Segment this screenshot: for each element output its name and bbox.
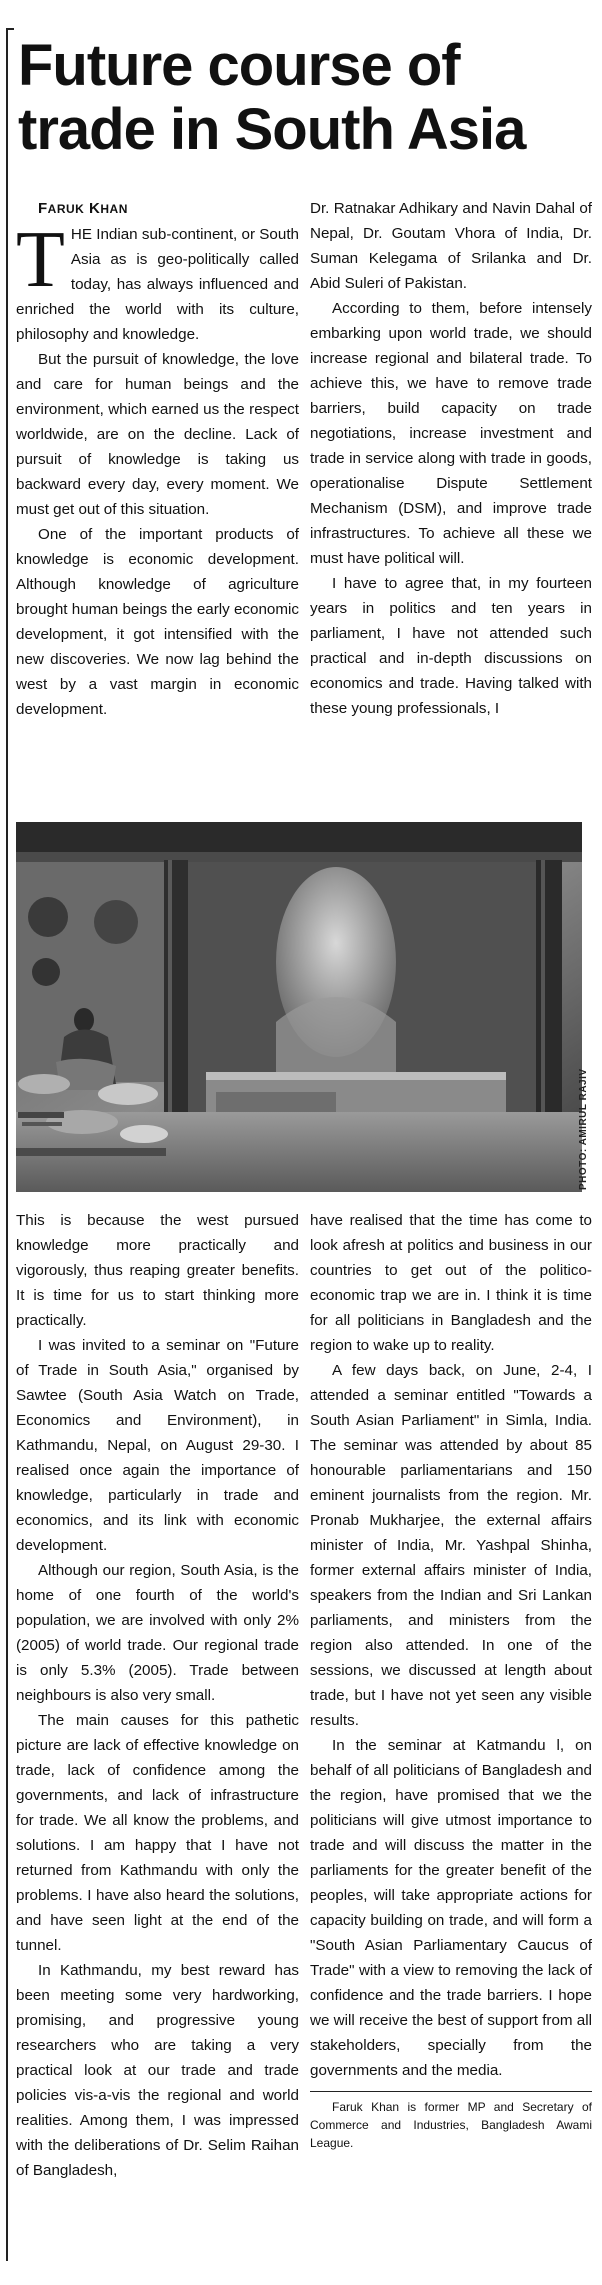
photo-credit: PHOTO: AMIRUL RAJIV (578, 1068, 589, 1190)
paragraph: But the pursuit of knowledge, the love and care for human beings and the environment, which earned us the respect worldwide, are on the decline. Lack of pursuit of knowledge is taking us backward every day, every moment. We must get out of this situation. (16, 351, 299, 518)
byline: FARUK KHAN (38, 200, 128, 217)
paragraph: have realised that the time has come to look afresh at politics and business in our countries to get out of the politico-economic trap we are in. I think it is time for all politicians in Bangladesh and the region to wake up to reality. (310, 1212, 592, 1354)
paragraph: According to them, before intensely embarking upon world trade, we should increase regional and bilateral trade. To achieve this, we have to remove trade barriers, build capacity on trade negotiations, increase investment and trade in service along with trade in goods, operationalise Dispute Settlement Mechanism (DSM), and improve trade infrastructures. To achieve all these we must have political will. (310, 300, 592, 567)
paragraph: In the seminar at Katmandu l, on behalf of all politicians of Bangladesh and the region, have promised that we the politicians will give utmost importance to trade and will discuss the matter in the parliaments for the greater benefit of the peoples, will take appropriate actions for capacity building on trade, and will form a "South Asian Parliamentary Caucus of Trade" with a view to removing the lack of confidence and the trade barriers. I hope we will receive the best of support from all stakeholders, specially from the governments and the media. (310, 1737, 592, 2079)
paragraph: A few days back, on June, 2-4, I attended a seminar entitled "Towards a South Asian Parliament" in Simla, India. The seminar was attended by about 85 honourable parliamentarians and 150 eminent journalists from the region. Mr. Pronab Mukharjee, the external affairs minister of India, Mr. Yashpal Shinha, former external affairs minister of India, speakers from the Indian and Sri Lankan parliaments, and ministers from the region also attended. In one of the sessions, we discussed at length about trade, but I have not yet seen any visible results. (310, 1362, 592, 1729)
headline: Future course of trade in South Asia (18, 33, 526, 162)
column-4 (310, 1208, 592, 2152)
paragraph: Although our region, South Asia, is the home of one fourth of the world's population, we are involved with only 2% (2005) of world trade. Our regional trade is only 5.3% (2005). Trade between neighbours is also very small. (16, 1562, 299, 1704)
frame-left-rule (6, 28, 8, 2261)
paragraph: This is because the west pursued knowledge more practically and vigorously, thus reaping greater benefits. It is time for us to start thinking more practically. (16, 1212, 299, 1329)
column-1 (16, 196, 299, 722)
paragraph: In Kathmandu, my best reward has been meeting some very hardworking, promising, and progressive young researchers who are taking a very practical look at our trade and trade policies vis-a-vis the regional and world realities. Among them, I was impressed with the deliberations of Dr. Selim Raihan of Bangladesh, (16, 1962, 299, 2179)
frame-top-rule (6, 28, 14, 30)
column-2 (310, 196, 592, 721)
column-3 (16, 1208, 299, 2183)
paragraph: Dr. Ratnakar Adhikary and Navin Dahal of Nepal, Dr. Goutam Vhora of India, Dr. Suman Kelegama of Srilanka and Dr. Abid Suleri of Pakistan. (310, 200, 592, 292)
paragraph: THE Indian sub-continent, or South Asia as is geo-politically called today, has always influenced and enriched the world with its culture, philosophy and knowledge. (16, 216, 299, 343)
article-photo (16, 822, 582, 1192)
bio-divider (310, 2091, 592, 2092)
paragraph: I was invited to a seminar on "Future of Trade in South Asia," organised by Sawtee (South Asia Watch on Trade, Economics and Environment), in Kathmandu, Nepal, on August 29-30. I realised once again the importance of knowledge, particularly in trade and economics, and its link with economic development. (16, 1337, 299, 1554)
paragraph: One of the important products of knowledge is economic development. Although knowledge of agriculture brought human beings the early economic development, it got intensified with the new discoveries. We now lag behind the west by a vast margin in economic development. (16, 526, 299, 718)
author-bio: Faruk Khan is former MP and Secretary of Commerce and Industries, Bangladesh Awami League. (310, 2100, 592, 2150)
drop-cap: T (16, 216, 65, 304)
paragraph: I have to agree that, in my fourteen years in politics and ten years in parliament, I have not attended such practical and in-depth discussions on economics and trade. Having talked with these young professionals, I (310, 575, 592, 717)
paragraph: The main causes for this pathetic picture are lack of effective knowledge on trade, lack of confidence among the governments, and lack of infrastructure for trade. We all know the problems, and solutions. I am happy that I have not returned from Kathmandu with only the problems. I have also heard the solutions, and have seen light at the end of the tunnel. (16, 1712, 299, 1954)
